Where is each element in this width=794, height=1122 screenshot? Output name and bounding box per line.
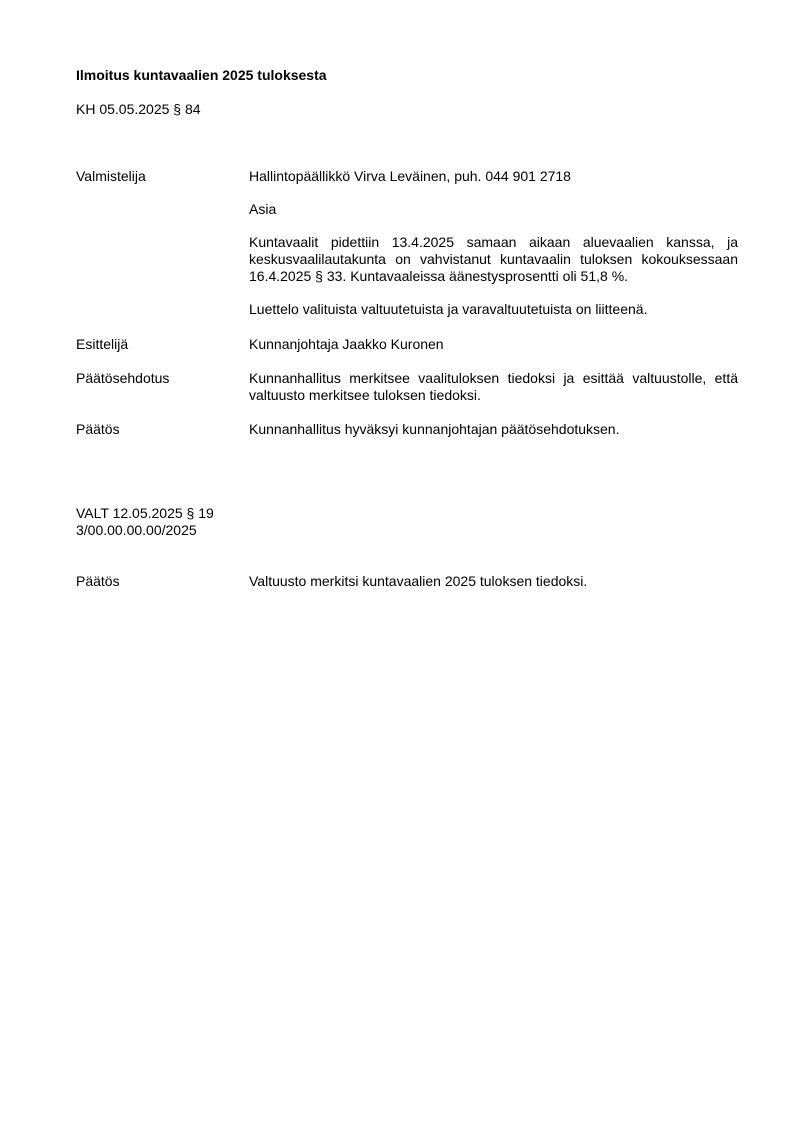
paatos-valt-section <box>76 573 738 590</box>
paatos-kh-section <box>76 421 738 438</box>
valt-diary-number: 3/00.00.00.00/2025 <box>76 522 197 538</box>
paatos-valt-value: Valtuusto merkitsi kuntavaalien 2025 tuloksen tiedoksi. <box>249 573 588 589</box>
paatosehdotus-value: Kunnanhallitus merkitsee vaalituloksen tiedoksi ja esittää valtuustolle, että valtuusto merkitsee tuloksen tiedoksi. <box>249 370 738 403</box>
valmistelija-value: Hallintopäällikkö Virva Leväinen, puh. 044 901 2718 <box>249 168 571 184</box>
paatosehdotus-label: Päätösehdotus <box>76 370 170 386</box>
document-header <box>76 66 738 118</box>
paatosehdotus-section <box>76 370 738 404</box>
valmistelija-label: Valmistelija <box>76 168 146 184</box>
esittelija-section <box>76 336 738 353</box>
esittelija-label: Esittelijä <box>76 336 129 352</box>
valt-reference-block <box>76 505 214 539</box>
valt-reference: VALT 12.05.2025 § 19 <box>76 505 214 521</box>
attachment-text: Luettelo valituista valtuutetuista ja varavaltuutetuista on liitteenä. <box>249 301 648 317</box>
paatos-valt-label: Päätös <box>76 573 120 589</box>
esittelija-value: Kunnanjohtaja Jaakko Kuronen <box>249 336 444 352</box>
valmistelija-content <box>249 168 738 318</box>
asia-heading: Asia <box>249 201 277 217</box>
document-title: Ilmoitus kuntavaalien 2025 tuloksesta <box>76 67 327 83</box>
valmistelija-section <box>76 168 738 318</box>
kh-reference: KH 05.05.2025 § 84 <box>76 101 201 117</box>
paatos-kh-value: Kunnanhallitus hyväksyi kunnanjohtajan päätösehdotuksen. <box>249 421 620 437</box>
asia-text: Kuntavaalit pidettiin 13.4.2025 samaan aikaan aluevaalien kanssa, ja keskusvaalilautakunta on vahvistanut kuntavaalin tuloksen kokouksessaan 16.4.2025 § 33. Kuntavaaleissa äänestysprosentti oli 51,8 %. <box>249 234 738 284</box>
paatos-kh-label: Päätös <box>76 421 120 437</box>
